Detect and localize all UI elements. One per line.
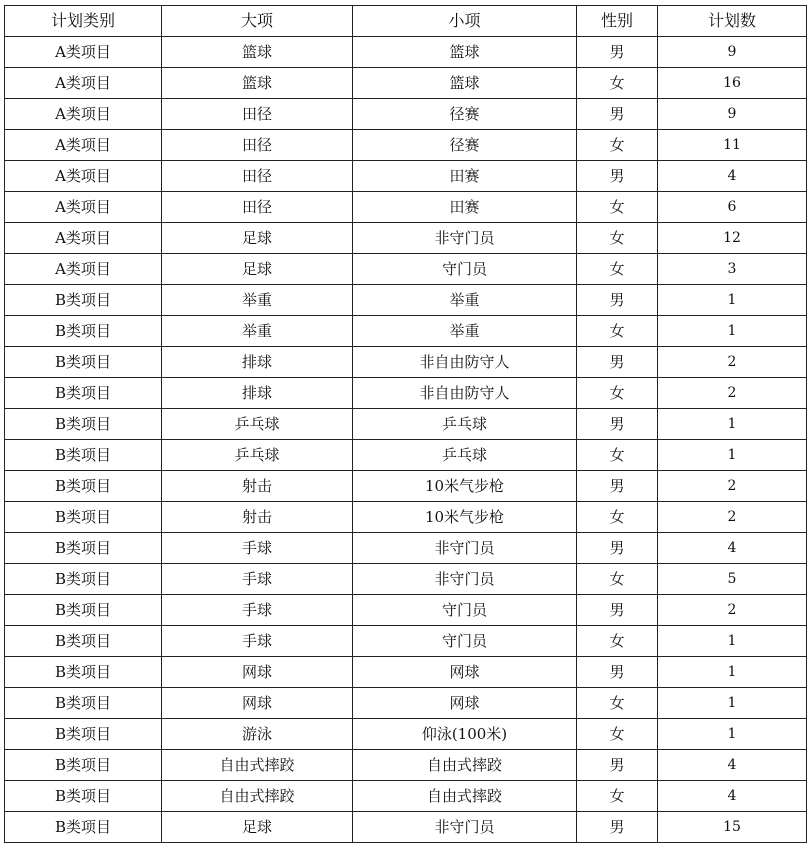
- cell-sub-event: 网球: [353, 688, 577, 719]
- cell-major-event: 手球: [162, 595, 353, 626]
- cell-gender: 男: [577, 347, 658, 378]
- cell-plan-category: B类项目: [5, 812, 162, 843]
- cell-gender: 男: [577, 409, 658, 440]
- cell-plan-category: B类项目: [5, 688, 162, 719]
- cell-gender: 男: [577, 161, 658, 192]
- cell-plan-category: B类项目: [5, 316, 162, 347]
- cell-sub-event: 非守门员: [353, 533, 577, 564]
- cell-plan-category: A类项目: [5, 192, 162, 223]
- header-gender: 性别: [577, 6, 658, 37]
- cell-major-event: 田径: [162, 161, 353, 192]
- cell-plan-count: 1: [658, 285, 807, 316]
- table-row: [5, 285, 807, 316]
- cell-plan-category: A类项目: [5, 161, 162, 192]
- cell-major-event: 田径: [162, 99, 353, 130]
- cell-sub-event: 非自由防守人: [353, 347, 577, 378]
- cell-plan-count: 2: [658, 347, 807, 378]
- cell-gender: 男: [577, 812, 658, 843]
- cell-sub-event: 守门员: [353, 626, 577, 657]
- cell-gender: 女: [577, 254, 658, 285]
- table-row: [5, 719, 807, 750]
- cell-gender: 女: [577, 68, 658, 99]
- table-row: [5, 750, 807, 781]
- cell-gender: 男: [577, 99, 658, 130]
- table-row: [5, 409, 807, 440]
- cell-plan-count: 2: [658, 378, 807, 409]
- cell-sub-event: 径赛: [353, 99, 577, 130]
- cell-plan-category: B类项目: [5, 595, 162, 626]
- cell-plan-category: B类项目: [5, 471, 162, 502]
- cell-major-event: 游泳: [162, 719, 353, 750]
- cell-plan-count: 5: [658, 564, 807, 595]
- cell-sub-event: 10米气步枪: [353, 471, 577, 502]
- cell-major-event: 自由式摔跤: [162, 781, 353, 812]
- table-row: [5, 254, 807, 285]
- cell-major-event: 田径: [162, 130, 353, 161]
- table-row: [5, 130, 807, 161]
- cell-plan-count: 1: [658, 409, 807, 440]
- header-plan-count: 计划数: [658, 6, 807, 37]
- cell-major-event: 乒乓球: [162, 440, 353, 471]
- cell-sub-event: 篮球: [353, 68, 577, 99]
- table-row: [5, 440, 807, 471]
- cell-plan-category: A类项目: [5, 37, 162, 68]
- cell-major-event: 射击: [162, 471, 353, 502]
- cell-sub-event: 举重: [353, 285, 577, 316]
- cell-gender: 男: [577, 37, 658, 68]
- table-row: [5, 37, 807, 68]
- table-header: [5, 6, 807, 37]
- cell-gender: 男: [577, 471, 658, 502]
- cell-plan-category: A类项目: [5, 223, 162, 254]
- table-row: [5, 471, 807, 502]
- cell-sub-event: 田赛: [353, 192, 577, 223]
- cell-plan-category: B类项目: [5, 657, 162, 688]
- cell-major-event: 网球: [162, 688, 353, 719]
- cell-sub-event: 守门员: [353, 595, 577, 626]
- cell-plan-category: A类项目: [5, 130, 162, 161]
- cell-plan-category: B类项目: [5, 719, 162, 750]
- cell-plan-count: 1: [658, 626, 807, 657]
- cell-gender: 女: [577, 378, 658, 409]
- cell-plan-count: 1: [658, 657, 807, 688]
- cell-major-event: 足球: [162, 812, 353, 843]
- table-row: [5, 68, 807, 99]
- cell-plan-category: B类项目: [5, 564, 162, 595]
- table-row: [5, 812, 807, 843]
- cell-sub-event: 仰泳(100米): [353, 719, 577, 750]
- cell-major-event: 排球: [162, 347, 353, 378]
- cell-sub-event: 田赛: [353, 161, 577, 192]
- cell-plan-count: 1: [658, 440, 807, 471]
- cell-gender: 女: [577, 502, 658, 533]
- cell-major-event: 篮球: [162, 37, 353, 68]
- cell-major-event: 自由式摔跤: [162, 750, 353, 781]
- table-row: [5, 223, 807, 254]
- cell-plan-category: A类项目: [5, 99, 162, 130]
- table-row: [5, 595, 807, 626]
- table-row: [5, 533, 807, 564]
- cell-major-event: 手球: [162, 533, 353, 564]
- cell-plan-category: A类项目: [5, 254, 162, 285]
- cell-plan-category: B类项目: [5, 781, 162, 812]
- cell-gender: 女: [577, 223, 658, 254]
- cell-sub-event: 网球: [353, 657, 577, 688]
- cell-plan-category: B类项目: [5, 285, 162, 316]
- plan-table: [4, 5, 807, 843]
- cell-plan-category: B类项目: [5, 347, 162, 378]
- cell-major-event: 举重: [162, 316, 353, 347]
- table-row: [5, 688, 807, 719]
- cell-sub-event: 非守门员: [353, 564, 577, 595]
- cell-gender: 男: [577, 285, 658, 316]
- cell-plan-category: B类项目: [5, 440, 162, 471]
- cell-plan-count: 11: [658, 130, 807, 161]
- cell-gender: 男: [577, 657, 658, 688]
- cell-plan-category: B类项目: [5, 502, 162, 533]
- table-row: [5, 626, 807, 657]
- cell-gender: 女: [577, 316, 658, 347]
- cell-sub-event: 径赛: [353, 130, 577, 161]
- header-sub-event: 小项: [353, 6, 577, 37]
- cell-major-event: 射击: [162, 502, 353, 533]
- table-row: [5, 161, 807, 192]
- cell-major-event: 排球: [162, 378, 353, 409]
- cell-sub-event: 自由式摔跤: [353, 750, 577, 781]
- header-plan-category: 计划类别: [5, 6, 162, 37]
- cell-plan-count: 4: [658, 781, 807, 812]
- cell-sub-event: 举重: [353, 316, 577, 347]
- table-row: [5, 502, 807, 533]
- cell-sub-event: 乒乓球: [353, 440, 577, 471]
- cell-gender: 女: [577, 564, 658, 595]
- cell-plan-count: 1: [658, 688, 807, 719]
- cell-gender: 男: [577, 595, 658, 626]
- cell-gender: 女: [577, 440, 658, 471]
- cell-plan-count: 1: [658, 316, 807, 347]
- cell-plan-count: 4: [658, 161, 807, 192]
- cell-plan-count: 4: [658, 533, 807, 564]
- table-row: [5, 781, 807, 812]
- cell-plan-count: 2: [658, 502, 807, 533]
- table-row: [5, 564, 807, 595]
- cell-major-event: 手球: [162, 626, 353, 657]
- cell-plan-count: 9: [658, 37, 807, 68]
- cell-major-event: 足球: [162, 254, 353, 285]
- cell-major-event: 足球: [162, 223, 353, 254]
- cell-plan-count: 1: [658, 719, 807, 750]
- table-row: [5, 378, 807, 409]
- table-row: [5, 192, 807, 223]
- cell-plan-count: 2: [658, 595, 807, 626]
- cell-plan-category: A类项目: [5, 68, 162, 99]
- cell-sub-event: 自由式摔跤: [353, 781, 577, 812]
- header-row: [5, 6, 807, 37]
- cell-sub-event: 非自由防守人: [353, 378, 577, 409]
- cell-sub-event: 守门员: [353, 254, 577, 285]
- cell-gender: 男: [577, 750, 658, 781]
- cell-sub-event: 乒乓球: [353, 409, 577, 440]
- cell-plan-category: B类项目: [5, 409, 162, 440]
- header-major-event: 大项: [162, 6, 353, 37]
- cell-sub-event: 非守门员: [353, 812, 577, 843]
- cell-major-event: 举重: [162, 285, 353, 316]
- cell-plan-count: 6: [658, 192, 807, 223]
- cell-sub-event: 非守门员: [353, 223, 577, 254]
- table-body: [5, 37, 807, 843]
- cell-plan-count: 4: [658, 750, 807, 781]
- cell-plan-category: B类项目: [5, 533, 162, 564]
- cell-plan-count: 3: [658, 254, 807, 285]
- cell-gender: 女: [577, 781, 658, 812]
- cell-major-event: 乒乓球: [162, 409, 353, 440]
- cell-plan-count: 15: [658, 812, 807, 843]
- table-row: [5, 99, 807, 130]
- cell-major-event: 网球: [162, 657, 353, 688]
- cell-plan-count: 12: [658, 223, 807, 254]
- cell-sub-event: 10米气步枪: [353, 502, 577, 533]
- cell-sub-event: 篮球: [353, 37, 577, 68]
- cell-gender: 男: [577, 533, 658, 564]
- cell-gender: 女: [577, 719, 658, 750]
- cell-gender: 女: [577, 130, 658, 161]
- cell-plan-category: B类项目: [5, 750, 162, 781]
- cell-major-event: 篮球: [162, 68, 353, 99]
- cell-major-event: 田径: [162, 192, 353, 223]
- cell-gender: 女: [577, 192, 658, 223]
- cell-plan-count: 2: [658, 471, 807, 502]
- cell-gender: 女: [577, 626, 658, 657]
- cell-plan-count: 16: [658, 68, 807, 99]
- cell-plan-count: 9: [658, 99, 807, 130]
- table-row: [5, 657, 807, 688]
- cell-major-event: 手球: [162, 564, 353, 595]
- cell-plan-category: B类项目: [5, 378, 162, 409]
- cell-plan-category: B类项目: [5, 626, 162, 657]
- cell-gender: 女: [577, 688, 658, 719]
- table-row: [5, 347, 807, 378]
- table-row: [5, 316, 807, 347]
